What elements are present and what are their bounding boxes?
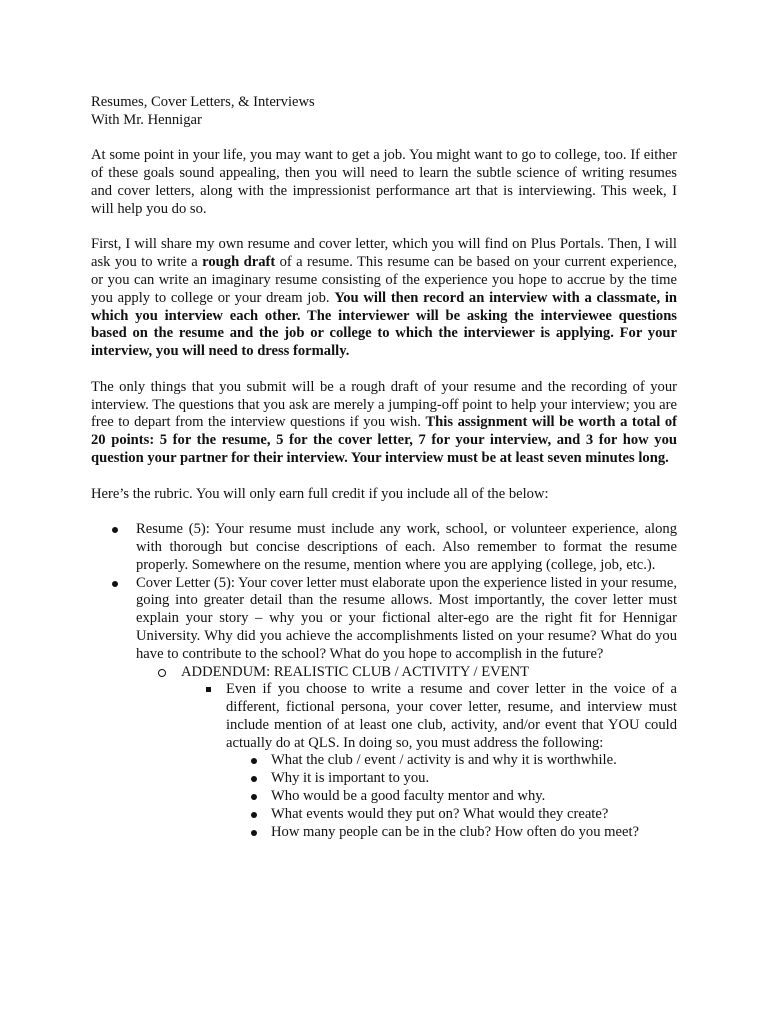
bullet-icon: [251, 794, 257, 800]
question-item: [91, 770, 677, 788]
bullet-icon: [112, 581, 118, 587]
question-item: [91, 752, 677, 770]
addendum-text: Even if you choose to write a resume and cover letter in the voice of a different, fictional persona, your cover letter, resume, and interview must include mention of at least one club, activity, and/or event that YOU could actually do at QLS. In doing so, you must address the following:: [226, 681, 677, 751]
points-breakdown-emphasis: This assignment will be worth a total of 20 points: 5 for the resume, 5 for the cover letter, 7 for your interview, and 3 for how you question your partner for their interview. Your interview must be at least seven minutes long.: [91, 414, 677, 466]
question-text: What events would they put on? What would they create?: [271, 805, 609, 822]
question-text: How many people can be in the club? How often do you meet?: [271, 823, 639, 840]
question-item: [91, 788, 677, 806]
document-page: [91, 94, 677, 841]
rubric-resume-text: Resume (5): Your resume must include any work, school, or volunteer experience, along with thorough but concise descriptions of each. Also remember to format the resume properly. Somewhere on the resume, mention where you are applying (college, job, etc.).: [136, 521, 677, 573]
submission-paragraph: [91, 379, 677, 468]
bullet-icon: [251, 812, 257, 818]
question-text: Who would be a good faculty mentor and why.: [271, 788, 546, 805]
bullet-icon: [251, 758, 257, 764]
instructions-text-c: of a resume. This resume can be based on your current experience, or you can write an imaginary resume consisting of the experience you hope to accrue by the time you apply to college or your dream job.: [91, 254, 677, 306]
bullet-icon: [251, 830, 257, 836]
intro-paragraph: At some point in your life, you may want to get a job. You might want to go to college, too. If either of these goals sound appealing, then you will need to learn the subtle science of writing resumes and cover letters, along with the impressionist performance art that is interviewing. This week, I will help you do so.: [91, 147, 677, 217]
addendum-title: ADDENDUM: REALISTIC CLUB / ACTIVITY / EVENT: [181, 663, 530, 680]
bullet-icon: [112, 527, 118, 533]
rubric-intro: Here’s the rubric. You will only earn full credit if you include all of the below:: [91, 485, 549, 502]
question-item: [91, 824, 677, 842]
addendum-item: [91, 664, 677, 682]
question-text: Why it is important to you.: [271, 770, 430, 787]
rubric-item-cover-letter: [91, 575, 677, 664]
rubric-cover-letter-text: Cover Letter (5): Your cover letter must elaborate upon the experience listed in your resume, going into greater detail than the resume allows. Most importantly, the cover letter must explain your story – why you or your fictional alter-ego are the right fit for Hennigar University. Why did you achieve the accomplishments listed on your resume? What do you have to contribute to the school? What do you hope to accomplish in the future?: [136, 574, 677, 662]
addendum-description: [91, 681, 677, 752]
submission-text: The only things that you submit will be a rough draft of your resume and the recording of your interview. The questions that you ask are merely a jumping-off point to help your interview; you are free to depart from the interview questions if you wish.: [91, 378, 677, 431]
rough-draft-emphasis: rough draft: [202, 254, 276, 271]
question-text: What the club / event / activity is and why it is worthwhile.: [271, 752, 617, 769]
hollow-bullet-icon: [158, 669, 166, 677]
instructions-text-a: First, I will share my own resume and cover letter, which you will find on Plus Portals. Then, I will ask you to write a: [91, 236, 677, 271]
document-title: Resumes, Cover Letters, & Interviews: [91, 94, 315, 110]
rubric-item-resume: [91, 521, 677, 574]
interview-requirement-emphasis: You will then record an interview with a classmate, in which you interview each other. The interviewer will be asking the interviewee questions based on the resume and the job or college to which the interviewer is applying. For your interview, you will need to dress formally.: [91, 289, 678, 360]
document-subtitle: With Mr. Hennigar: [91, 111, 202, 128]
instructions-paragraph: [91, 236, 677, 361]
bullet-icon: [251, 776, 257, 782]
rubric-list: [91, 521, 677, 841]
question-item: [91, 806, 677, 824]
square-bullet-icon: [206, 687, 211, 692]
document-header: [91, 94, 677, 130]
